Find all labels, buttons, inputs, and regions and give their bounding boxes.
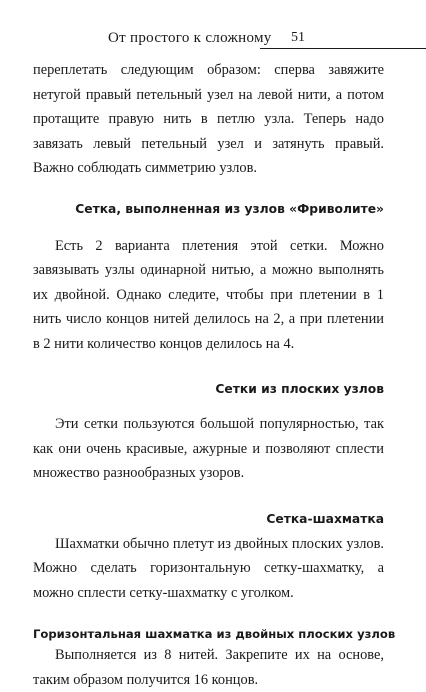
- intro-paragraph: переплетать следующим образом: сперва завяжите нетугой правый петельный узел на левой нити, а потом протащите правую нить в петлю узла. Теперь надо завязать левый петельный узел и затянуть правый. Важно соблюдать симметрию узлов.: [33, 62, 384, 176]
- section-heading-checkerboard: Сетка-шахматка: [266, 511, 384, 526]
- paragraph-flat-knots: Эти сетки пользуются большой популярностью, так как они очень красивые, ажурные и позволяют сплести множество разнообразных узоров.: [33, 416, 384, 481]
- section-heading-flat-knots: Сетки из плоских узлов: [215, 382, 384, 396]
- paragraph-frivolite: Есть 2 варианта плетения этой сетки. Можно завязывать узлы одинарной нитью, а можно выполнять их двойной. Однако следите, чтобы при плетении в 1 нить число концов нитей делилось на 2, а при плетении в 2 нити количество концов делилось на 4.: [33, 237, 384, 352]
- header-rule: [260, 48, 426, 49]
- section-heading-frivolite: Сетка, выполненная из узлов «Фриволите»: [75, 201, 384, 216]
- paragraph-checkerboard: Шахматки обычно плетут из двойных плоских узлов. Можно сделать горизонтальную сетку-шахматку, а можно сплести сетку-шахматку с уголком.: [33, 535, 384, 601]
- page-header: [108, 30, 408, 52]
- running-title: От простого к сложному: [108, 30, 272, 46]
- page-number: 51: [291, 30, 305, 45]
- paragraph-horizontal-checkerboard: Выполняется из 8 нитей. Закрепите их на основе, таким образом получится 16 концов.: [33, 647, 384, 688]
- page-body: [33, 58, 396, 692]
- subheading-horizontal-checkerboard: Горизонтальная шахматка из двойных плоских узлов: [33, 627, 396, 641]
